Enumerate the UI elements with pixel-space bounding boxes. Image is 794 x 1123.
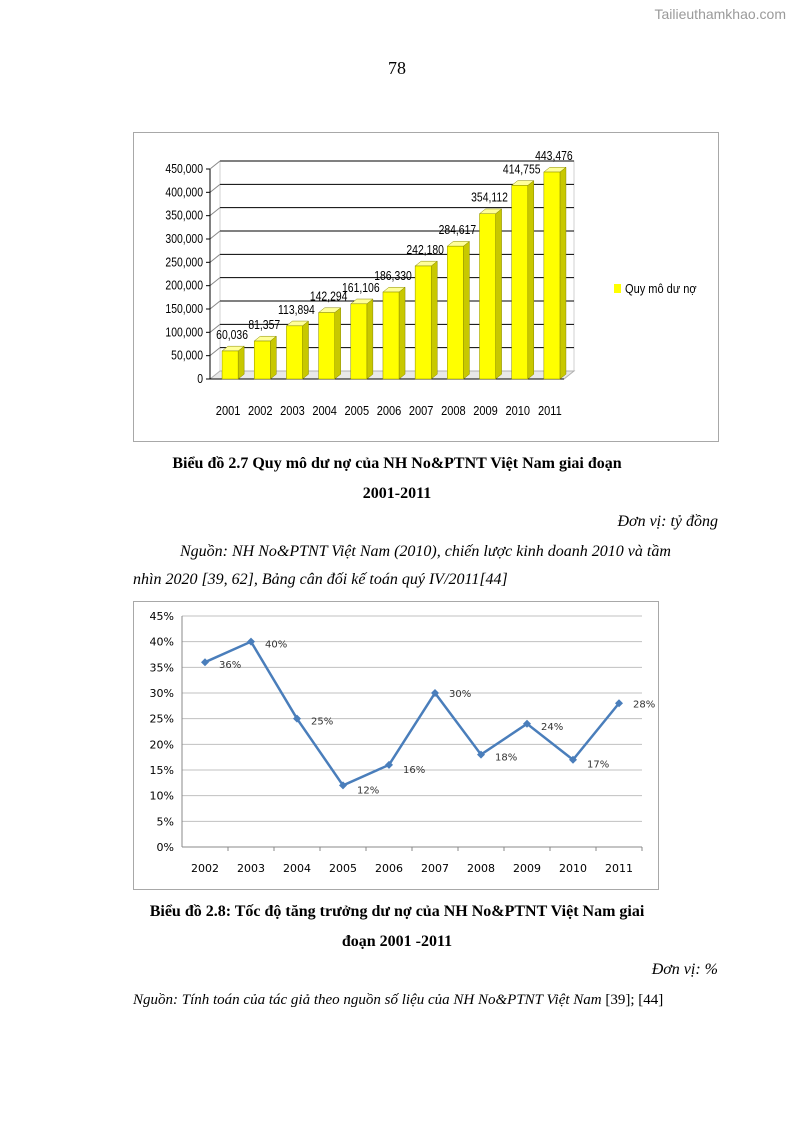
chart2-source	[133, 986, 663, 1014]
chart1-ytick-label: 250,000	[165, 255, 203, 270]
chart2-ytick-label: 35%	[149, 661, 174, 675]
chart1-ytick-label: 350,000	[165, 208, 203, 223]
chart1-ytick-label: 200,000	[165, 278, 203, 293]
chart1-gridline-side	[210, 301, 220, 309]
chart1-bar-side	[399, 287, 405, 379]
chart2-unit: Đơn vị: %	[651, 961, 718, 978]
chart1-bar	[254, 341, 270, 379]
chart1-caption-line2: 2001-2011	[362, 485, 432, 502]
chart2-xtick-label: 2010	[559, 862, 587, 875]
chart1-xtick-label: 2005	[344, 403, 370, 419]
chart1-xtick-label: 2006	[376, 403, 402, 419]
chart1-gridline-side	[210, 254, 220, 262]
chart2-ytick-label: 0%	[156, 841, 174, 854]
chart1-bar-side	[270, 336, 276, 379]
chart1-bar	[319, 313, 335, 379]
chart2-xtick-label: 2008	[467, 862, 495, 875]
chart1-ytick-label: 50,000	[171, 348, 203, 363]
chart2-ytick-label: 5%	[156, 815, 174, 829]
chart1-xtick-label: 2008	[441, 403, 466, 419]
chart-debt-growth	[133, 601, 659, 890]
chart1-gridline-side	[210, 348, 220, 356]
chart1-ytick-label: 300,000	[165, 231, 203, 247]
chart2-data-label: 16%	[403, 764, 426, 776]
chart2-data-label: 12%	[357, 785, 380, 797]
chart2-data-label: 40%	[265, 639, 288, 651]
chart2-ytick-label: 45%	[149, 610, 174, 623]
chart1-bar-side	[496, 209, 502, 379]
chart1-xtick-label: 2010	[505, 403, 531, 419]
chart1-unit: Đơn vị: tỷ đồng	[617, 513, 718, 530]
chart1-gridline-side	[210, 278, 220, 286]
chart1-data-label: 242,180	[406, 242, 444, 258]
chart1-bar	[351, 304, 367, 379]
chart2-xtick-label: 2004	[283, 862, 311, 875]
chart1-xtick-label: 2009	[473, 403, 498, 419]
chart2-ytick-label: 15%	[149, 764, 174, 777]
chart1-bar	[544, 172, 560, 379]
chart1-data-label: 81,357	[248, 317, 281, 333]
chart1-data-label: 60,036	[216, 327, 248, 343]
chart1-ytick-label: 400,000	[165, 185, 203, 200]
chart2-data-label: 24%	[541, 721, 564, 733]
chart1-bar-side	[303, 321, 309, 379]
chart1-ytick-label: 0	[197, 371, 203, 387]
chart1-bar	[512, 185, 528, 379]
chart2-xtick-label: 2007	[421, 862, 449, 875]
chart1-bar-side	[335, 308, 341, 379]
chart1-data-label: 161,106	[342, 280, 380, 296]
chart1-bar-side	[238, 346, 244, 379]
chart1-data-label: 142,294	[309, 289, 348, 304]
chart1-gridline-side	[210, 208, 220, 216]
chart1-source-line1: Nguồn: NH No&PTNT Việt Nam (2010), chiến lược kinh doanh 2010 và tầm	[180, 543, 671, 560]
chart2-series-line	[205, 639, 619, 786]
chart1-bar	[480, 214, 496, 379]
chart2-data-label: 28%	[633, 699, 656, 711]
chart1-bar-side	[560, 167, 566, 379]
chart2-source-text: Nguồn: Tính toán của tác giả theo nguồn số liệu của NH No&PTNT Việt Nam	[133, 992, 602, 1008]
chart1-data-label: 354,112	[471, 190, 508, 206]
watermark: Tailieuthamkhao.com	[654, 6, 786, 22]
chart1-source-line2: nhìn 2020 [39, 62], Bảng cân đối kế toán quý IV/2011[44]	[133, 571, 508, 588]
chart2-xtick-label: 2009	[513, 862, 541, 875]
chart2-xtick-label: 2003	[237, 862, 265, 875]
chart1-bar-side	[528, 181, 534, 379]
chart2-ytick-label: 40%	[149, 635, 174, 649]
chart-debt-growth-svg	[134, 602, 658, 889]
chart2-xtick-label: 2002	[191, 862, 219, 875]
chart2-data-point	[201, 658, 209, 666]
chart1-xtick-label: 2004	[312, 403, 337, 419]
chart1-data-label: 113,894	[278, 302, 315, 318]
chart1-data-label: 186,330	[374, 269, 412, 284]
chart-debt-scale-svg	[134, 133, 718, 441]
chart2-data-label: 17%	[587, 759, 610, 771]
chart1-bar	[447, 246, 463, 379]
chart2-ytick-label: 10%	[149, 789, 174, 803]
chart1-ytick-label: 100,000	[165, 325, 203, 340]
chart1-xtick-label: 2011	[538, 403, 562, 419]
page-number: 78	[388, 58, 406, 78]
chart2-data-label: 18%	[495, 752, 518, 764]
chart1-bar-side	[367, 299, 373, 379]
chart1-data-label: 284,617	[438, 223, 477, 238]
chart1-ytick-label: 150,000	[165, 301, 203, 317]
chart2-caption-line1: Biểu đồ 2.8: Tốc độ tăng trưởng dư nợ của NH No&PTNT Việt Nam giai	[149, 903, 645, 920]
chart1-data-label: 414,755	[502, 162, 541, 177]
chart1-bar	[415, 266, 431, 379]
chart1-bar-side	[431, 261, 437, 379]
chart1-bar	[383, 292, 399, 379]
chart1-bar	[286, 326, 302, 379]
chart2-xtick-label: 2011	[605, 862, 633, 875]
chart1-bar-side	[463, 241, 469, 379]
chart2-ytick-label: 20%	[149, 738, 174, 752]
chart2-data-label: 25%	[311, 716, 334, 728]
chart1-xtick-label: 2002	[247, 403, 273, 419]
chart1-caption-line1: Biểu đồ 2.7 Quy mô dư nợ của NH No&PTNT Việt Nam giai đoạn	[172, 455, 622, 472]
chart1-legend-swatch	[614, 284, 621, 293]
chart1-gridline-side	[210, 184, 220, 192]
chart2-xtick-label: 2006	[375, 862, 403, 875]
chart-debt-scale	[133, 132, 719, 442]
chart1-xtick-label: 2007	[408, 403, 434, 419]
chart1-bar	[222, 351, 238, 379]
chart1-legend-label: Quy mô dư nợ	[625, 281, 697, 297]
chart2-xtick-label: 2005	[329, 862, 357, 875]
chart2-data-label: 30%	[449, 689, 472, 700]
chart2-ytick-label: 30%	[149, 687, 174, 700]
chart2-data-label: 36%	[219, 660, 242, 672]
chart1-xtick-label: 2001	[215, 403, 241, 419]
chart1-gridline-side	[210, 161, 220, 169]
chart2-source-refs: [39]; [44]	[601, 992, 664, 1008]
chart2-caption-line2: đoạn 2001 -2011	[341, 933, 453, 950]
chart2-ytick-label: 25%	[149, 712, 174, 726]
chart1-xtick-label: 2003	[280, 403, 305, 419]
chart1-ytick-label: 450,000	[165, 161, 203, 177]
chart1-gridline-side	[210, 231, 220, 239]
chart1-data-label: 443,476	[535, 149, 573, 164]
